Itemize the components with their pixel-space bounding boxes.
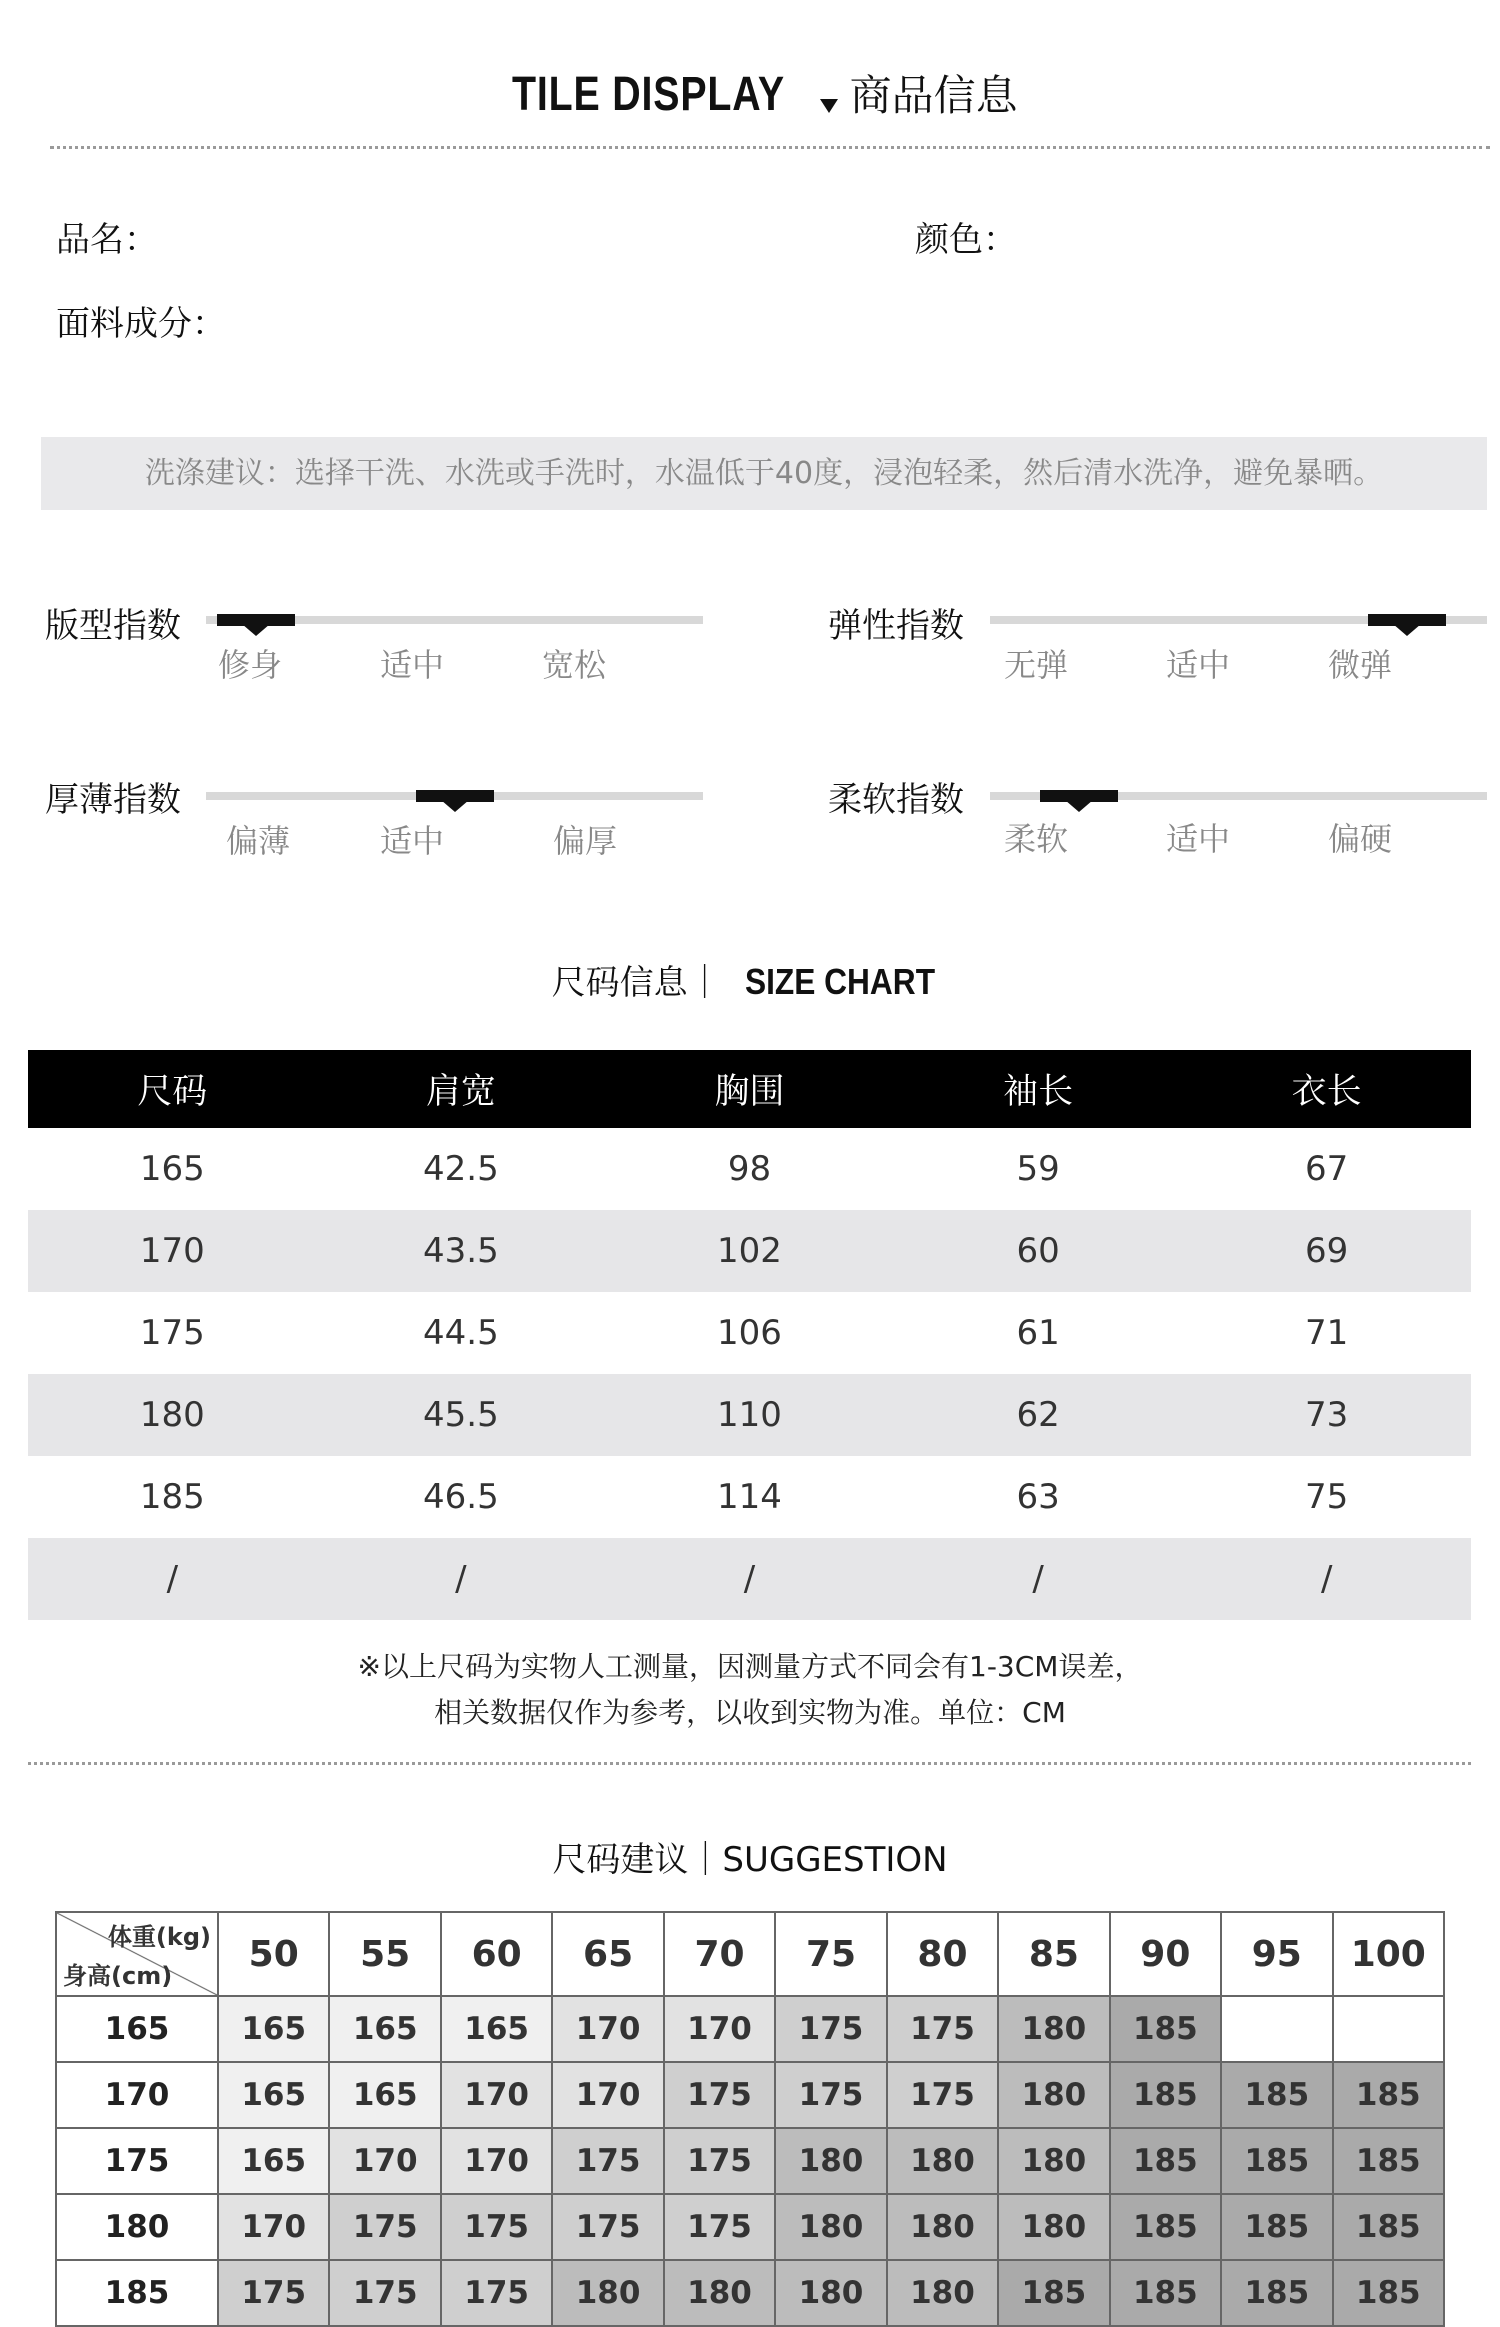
table-cell: / <box>605 1538 894 1620</box>
weight-header: 75 <box>775 1912 886 1996</box>
suggestion-cell <box>1221 1996 1332 2062</box>
suggestion-cell: 165 <box>329 1996 440 2062</box>
table-cell: 60 <box>894 1210 1183 1292</box>
suggestion-cell: 170 <box>552 1996 663 2062</box>
suggestion-cell: 185 <box>1333 2260 1444 2326</box>
suggestion-cell: 170 <box>664 1996 775 2062</box>
weight-header: 95 <box>1221 1912 1332 1996</box>
color-label: 颜色： <box>915 220 1017 260</box>
table-cell: 42.5 <box>423 1149 499 1189</box>
suggestion-cell: 175 <box>329 2260 440 2326</box>
table-cell: / <box>1182 1538 1471 1620</box>
suggestion-cell: 165 <box>329 2062 440 2128</box>
header-cell: 胸围 <box>605 1050 894 1128</box>
header-title-en: TILE DISPLAY <box>512 68 786 121</box>
suggestion-cell: 185 <box>1110 2194 1221 2260</box>
suggestion-header-row <box>56 1912 1444 1996</box>
suggestion-cell: 175 <box>441 2260 552 2326</box>
suggestion-cell: 175 <box>218 2260 329 2326</box>
suggestion-cell: 175 <box>775 1996 886 2062</box>
index-label: 厚薄指数 <box>45 780 181 820</box>
table-cell: / <box>317 1538 606 1620</box>
suggestion-cell: 185 <box>1333 2194 1444 2260</box>
table-row <box>28 1456 1471 1538</box>
height-header: 180 <box>56 2194 218 2260</box>
suggestion-cell: 180 <box>998 1996 1109 2062</box>
suggestion-title: 尺码建议｜SUGGESTION <box>552 1840 948 1880</box>
suggestion-cell: 180 <box>887 2260 998 2326</box>
suggestion-cell: 180 <box>775 2260 886 2326</box>
weight-header: 80 <box>887 1912 998 1996</box>
product-name-label: 品名： <box>56 220 158 260</box>
table-cell: 61 <box>1016 1313 1060 1353</box>
suggestion-cell: 185 <box>1333 2062 1444 2128</box>
suggestion-cell: 185 <box>1221 2062 1332 2128</box>
suggestion-cell: 180 <box>664 2260 775 2326</box>
suggestion-cell: 185 <box>1110 2062 1221 2128</box>
header-cell: 尺码 <box>28 1050 317 1128</box>
suggestion-cell: 165 <box>218 2128 329 2194</box>
triangle-down-icon <box>820 99 838 113</box>
index-option: 柔软 <box>1003 820 1068 858</box>
index-label: 版型指数 <box>45 606 181 646</box>
suggestion-cell: 175 <box>887 1996 998 2062</box>
index-option: 微弹 <box>1327 646 1392 684</box>
suggestion-cell: 165 <box>441 1996 552 2062</box>
divider <box>50 146 1490 149</box>
suggestion-cell: 175 <box>664 2128 775 2194</box>
index-option: 适中 <box>379 646 444 684</box>
table-cell: 170 <box>28 1210 317 1292</box>
suggestion-cell: 180 <box>552 2260 663 2326</box>
table-cell: 175 <box>139 1313 205 1353</box>
size-note-line2: 相关数据仅作为参考，以收到实物为准。单位：CM <box>434 1696 1066 1729</box>
fabric-label: 面料成分： <box>56 304 226 344</box>
size-chart-table <box>28 1050 1471 1620</box>
suggestion-cell: 185 <box>998 2260 1109 2326</box>
weight-header: 70 <box>664 1912 775 1996</box>
index-option: 修身 <box>217 646 282 684</box>
height-header: 185 <box>56 2260 218 2326</box>
suggestion-row <box>56 2062 1444 2128</box>
table-cell: 73 <box>1182 1374 1471 1456</box>
suggestion-cell: 180 <box>887 2194 998 2260</box>
header-cell: 肩宽 <box>317 1050 606 1128</box>
table-cell: 180 <box>28 1374 317 1456</box>
index-option: 适中 <box>379 822 444 860</box>
table-cell: 45.5 <box>317 1374 606 1456</box>
height-header: 165 <box>56 1996 218 2062</box>
suggestion-cell: 185 <box>1221 2128 1332 2194</box>
table-cell: 63 <box>1016 1477 1060 1517</box>
table-cell: 67 <box>1305 1149 1349 1189</box>
care-instructions: 洗涤建议：选择干洗、水洗或手洗时，水温低于40度，浸泡轻柔，然后清水洗净，避免暴晒。 <box>41 437 1487 510</box>
index-option: 偏厚 <box>552 822 617 860</box>
table-row <box>28 1292 1471 1374</box>
table-cell: 69 <box>1182 1210 1471 1292</box>
index-marker <box>1368 614 1446 626</box>
header-cell: 衣长 <box>1182 1050 1471 1128</box>
suggestion-cell: 170 <box>329 2128 440 2194</box>
suggestion-cell: 175 <box>775 2062 886 2128</box>
weight-header: 60 <box>441 1912 552 1996</box>
suggestion-cell: 175 <box>441 2194 552 2260</box>
suggestion-row <box>56 2260 1444 2326</box>
index-label: 柔软指数 <box>828 780 964 820</box>
suggestion-cell: 185 <box>1110 2128 1221 2194</box>
suggestion-cell: 180 <box>998 2194 1109 2260</box>
weight-header: 50 <box>218 1912 329 1996</box>
suggestion-cell: 185 <box>1221 2194 1332 2260</box>
suggestion-cell: 175 <box>552 2194 663 2260</box>
suggestion-cell <box>1333 1996 1444 2062</box>
header-cell: 袖长 <box>894 1050 1183 1128</box>
suggestion-cell: 165 <box>218 1996 329 2062</box>
size-chart-title-cn: 尺码信息｜ <box>551 963 722 1003</box>
suggestion-cell: 175 <box>552 2128 663 2194</box>
weight-header: 55 <box>329 1912 440 1996</box>
suggestion-row <box>56 2128 1444 2194</box>
suggestion-cell: 185 <box>1110 2260 1221 2326</box>
suggestion-cell: 170 <box>441 2128 552 2194</box>
size-chart-title <box>0 955 1500 1004</box>
table-cell: 165 <box>139 1149 205 1189</box>
table-cell: / <box>28 1538 317 1620</box>
table-cell: 185 <box>139 1477 205 1517</box>
corner-cell <box>56 1912 218 1996</box>
weight-header: 100 <box>1333 1912 1444 1996</box>
weight-header: 85 <box>998 1912 1109 1996</box>
table-cell: 114 <box>717 1477 782 1517</box>
divider <box>28 1762 1471 1765</box>
index-option: 宽松 <box>541 646 606 684</box>
suggestion-cell: 180 <box>887 2128 998 2194</box>
suggestion-cell: 170 <box>441 2062 552 2128</box>
index-label: 弹性指数 <box>828 606 964 646</box>
suggestion-cell: 180 <box>775 2194 886 2260</box>
height-header: 175 <box>56 2128 218 2194</box>
suggestion-cell: 175 <box>664 2062 775 2128</box>
table-row <box>28 1374 1471 1456</box>
table-cell: / <box>894 1538 1183 1620</box>
index-option: 适中 <box>1165 820 1230 858</box>
suggestion-cell: 180 <box>998 2062 1109 2128</box>
size-note-line1: ※以上尺码为实物人工测量，因测量方式不同会有1-3CM误差， <box>357 1650 1143 1683</box>
corner-height-label: 身高(cm) <box>63 1962 173 1990</box>
table-cell: 75 <box>1305 1477 1349 1517</box>
weight-header: 90 <box>1110 1912 1221 1996</box>
table-row <box>28 1210 1471 1292</box>
index-marker <box>217 614 295 626</box>
suggestion-cell: 185 <box>1221 2260 1332 2326</box>
index-option: 适中 <box>1165 646 1230 684</box>
suggestion-cell: 185 <box>1110 1996 1221 2062</box>
table-cell: 46.5 <box>423 1477 499 1517</box>
index-marker <box>1040 790 1118 802</box>
suggestion-cell: 165 <box>218 2062 329 2128</box>
table-cell: 59 <box>1016 1149 1060 1189</box>
table-row <box>28 1128 1471 1210</box>
table-cell: 98 <box>727 1149 772 1189</box>
index-option: 偏薄 <box>225 822 290 860</box>
table-cell: 44.5 <box>423 1313 499 1353</box>
table-cell: 102 <box>605 1210 894 1292</box>
table-cell: 43.5 <box>317 1210 606 1292</box>
suggestion-cell: 185 <box>1333 2128 1444 2194</box>
page-header <box>0 60 1500 140</box>
corner-weight-label: 体重(kg) <box>107 1923 211 1951</box>
table-row <box>28 1538 1471 1620</box>
size-chart-header-row <box>28 1050 1471 1128</box>
height-header: 170 <box>56 2062 218 2128</box>
suggestion-cell: 175 <box>329 2194 440 2260</box>
suggestion-cell: 170 <box>218 2194 329 2260</box>
suggestion-cell: 175 <box>887 2062 998 2128</box>
table-cell: 106 <box>717 1313 782 1353</box>
table-cell: 110 <box>605 1374 894 1456</box>
table-cell: 71 <box>1305 1313 1349 1353</box>
index-option: 无弹 <box>1003 646 1068 684</box>
header-title-cn: 商品信息 <box>849 71 1018 120</box>
suggestion-table <box>55 1911 1445 2327</box>
suggestion-row <box>56 2194 1444 2260</box>
suggestion-cell: 180 <box>998 2128 1109 2194</box>
index-marker <box>416 790 494 802</box>
index-option: 偏硬 <box>1327 820 1392 858</box>
suggestion-cell: 175 <box>664 2194 775 2260</box>
weight-header: 65 <box>552 1912 663 1996</box>
suggestion-cell: 170 <box>552 2062 663 2128</box>
suggestion-cell: 180 <box>775 2128 886 2194</box>
suggestion-row <box>56 1996 1444 2062</box>
size-chart-title-en: SIZE CHART <box>745 961 936 1002</box>
table-cell: 62 <box>894 1374 1183 1456</box>
